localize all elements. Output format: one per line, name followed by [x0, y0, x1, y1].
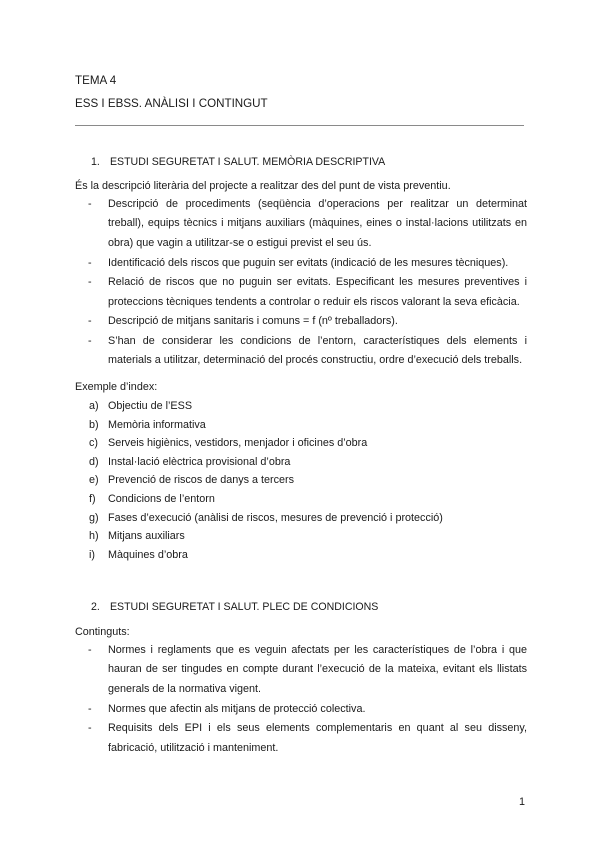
index-item-text: Instal·lació elèctrica provisional d’obra [108, 455, 291, 468]
index-item-label: e) [89, 474, 99, 487]
bullet-item [75, 312, 527, 331]
bullet-text: Normes que afectin als mitjans de protecció colectiva. [108, 702, 366, 715]
index-item-label: d) [89, 455, 99, 468]
bullet-item [75, 332, 527, 371]
section-2-number: 2. [91, 601, 100, 613]
bullet-item [75, 719, 527, 758]
section-1-heading [91, 156, 385, 168]
index-title: Exemple d’index: [75, 381, 158, 393]
index-item-text: Prevenció de riscos de danys a tercers [108, 474, 295, 487]
index-item [75, 490, 525, 509]
index-item-label: h) [89, 530, 99, 543]
section-1-intro: És la descripció literària del projecte a realitzar des del punt de vista preventiu. [75, 180, 451, 192]
bullet-text: Descripció de mitjans sanitaris i comuns = f (nº treballadors). [108, 315, 398, 328]
section-1-bullet-list [75, 195, 527, 371]
index-item-label: a) [89, 400, 99, 412]
bullet-item [75, 700, 527, 719]
title-divider [75, 125, 524, 126]
index-item [75, 416, 525, 435]
index-item-text: Mitjans auxiliars [108, 530, 185, 543]
index-item-label: i) [89, 548, 95, 561]
index-item-text: Fases d’execució (anàlisi de riscos, mesures de prevenció i protecció) [108, 511, 443, 524]
bullet-dash: - [88, 335, 92, 348]
bullet-text: Normes i reglaments que es veguin afectats per les característiques de l’obra i que hauran de ser tingudes en compte durant l’execució de la mateixa, evitant els llistats generals de la normativa vigent. [108, 644, 527, 695]
bullet-dash: - [88, 256, 92, 269]
section-1-number: 1. [91, 156, 100, 168]
index-item-text: Memòria informativa [108, 418, 206, 431]
bullet-dash: - [88, 198, 92, 210]
index-list [75, 397, 525, 564]
index-item-text: Serveis higiènics, vestidors, menjador i oficines d’obra [108, 437, 368, 450]
bullet-item [75, 273, 527, 312]
bullet-text: Relació de riscos que no puguin ser evitats. Especificant les mesures preventives i proteccions tècniques tendents a controlar o reduir els riscos valorant la seva eficàcia. [108, 276, 527, 308]
page-number: 1 [519, 796, 526, 808]
index-item [75, 397, 525, 416]
bullet-text: S’han de considerar les condicions de l’entorn, característiques dels elements i materials a utilitzar, determinació del procés constructiu, ordre d’execució dels treballs. [108, 335, 527, 367]
bullet-dash: - [88, 315, 92, 328]
bullet-item [75, 641, 527, 699]
bullet-text: Requisits dels EPI i els seus elements complementaris en quant al seu disseny, fabricació, utilització i manteniment. [108, 722, 527, 754]
index-item [75, 527, 525, 546]
bullet-dash: - [88, 276, 92, 289]
index-item-text: Condicions de l’entorn [108, 492, 215, 505]
index-item [75, 509, 525, 528]
index-item-text: Màquines d’obra [108, 548, 188, 561]
bullet-item [75, 254, 527, 273]
index-item [75, 453, 525, 472]
document-topic: TEMA 4 [75, 74, 117, 87]
section-2-bullet-list [75, 641, 527, 758]
bullet-dash: - [88, 702, 92, 715]
index-item [75, 434, 525, 453]
section-1-title: ESTUDI SEGURETAT I SALUT. MEMÒRIA DESCRIPTIVA [109, 156, 386, 168]
bullet-dash: - [88, 644, 92, 656]
index-item-label: b) [89, 418, 99, 431]
section-2-intro: Continguts: [75, 626, 130, 638]
bullet-dash: - [88, 722, 92, 735]
bullet-text: Identificació dels riscos que puguin ser evitats (indicació de les mesures tècniques). [108, 256, 509, 269]
index-item [75, 546, 525, 565]
bullet-item [75, 195, 527, 253]
index-item-label: c) [89, 437, 98, 450]
index-item [75, 471, 525, 490]
index-item-text: Objectiu de l’ESS [108, 400, 193, 412]
section-2-title: ESTUDI SEGURETAT I SALUT. PLEC DE CONDICIONS [109, 601, 379, 613]
index-item-label: g) [89, 511, 99, 524]
bullet-text: Descripció de procediments (seqüència d’operacions per realitzar un determinat treball), equips tècnics i mitjans auxiliars (màquines, eines o instal·lacions utilitzats en obra) que vagin a utilitzar-se o estigui previst el seu ús. [108, 198, 527, 249]
section-2-heading [91, 601, 378, 613]
document-title: ESS I EBSS. ANÀLISI I CONTINGUT [75, 97, 268, 110]
index-item-label: f) [89, 492, 96, 505]
